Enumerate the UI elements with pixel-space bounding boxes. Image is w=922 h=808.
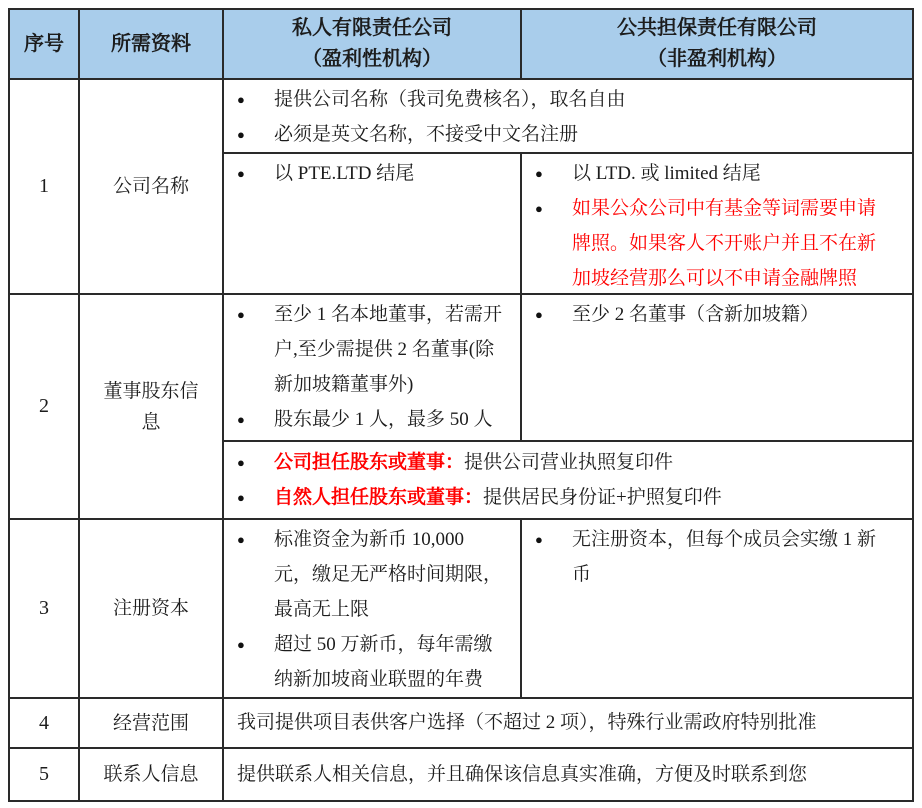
header-materials: 所需资料	[80, 10, 224, 78]
bullet-icon: ●	[237, 455, 245, 470]
list-item	[522, 522, 912, 592]
row1-seq: 1	[10, 80, 80, 293]
list-item	[224, 156, 520, 191]
list-item	[224, 82, 912, 117]
table-row-company-name	[10, 80, 912, 295]
list-item	[224, 297, 520, 402]
list-item-text: 无注册资本，但每个成员会实缴 1 新币	[572, 529, 877, 585]
list-item	[224, 445, 912, 480]
row3-public-cell	[522, 520, 912, 697]
bullet-icon: ●	[535, 532, 543, 547]
red-label-detail: 提供公司营业执照复印件	[464, 452, 674, 473]
bullet-icon: ●	[237, 127, 245, 142]
row1-private-cell	[224, 154, 522, 296]
bullet-icon: ●	[237, 166, 245, 181]
bullet-icon: ●	[237, 412, 245, 427]
row5-seq: 5	[10, 749, 80, 800]
row2-content	[224, 295, 912, 518]
row1-content	[224, 80, 912, 293]
list-item	[224, 522, 520, 627]
row3-private-cell	[224, 520, 522, 697]
list-item	[522, 297, 912, 332]
table-row-registered-capital	[10, 520, 912, 699]
row5-label: 联系人信息	[80, 749, 224, 800]
bullet-icon: ●	[237, 92, 245, 107]
list-item-text: 必须是英文名称，不接受中文名注册	[274, 124, 579, 145]
row4-seq: 4	[10, 699, 80, 747]
list-item	[522, 191, 912, 296]
header-public-line1: 公共担保责任有限公司	[617, 17, 817, 39]
bullet-icon: ●	[535, 307, 543, 322]
red-label: 公司担任股东或董事：	[274, 452, 465, 473]
list-item	[224, 627, 520, 697]
list-item-text: 以 PTE.LTD 结尾	[274, 163, 415, 184]
row2-private-cell	[224, 295, 522, 440]
bullet-icon: ●	[237, 637, 245, 652]
header-private-company	[224, 10, 522, 78]
header-private-line1: 私人有限责任公司	[292, 17, 452, 39]
row2-label: 董事股东信息	[80, 295, 224, 518]
row2-public-cell	[522, 295, 912, 440]
list-item-text: 至少 1 名本地董事，若需开户,至少需提供 2 名董事(除新加坡籍董事外)	[274, 304, 503, 395]
company-comparison-table	[8, 8, 914, 802]
table-row-directors-shareholders	[10, 295, 912, 520]
row1-split-subrow	[224, 154, 912, 296]
list-item	[224, 480, 912, 515]
list-item	[224, 117, 912, 152]
row5-text: 提供联系人相关信息，并且确保该信息真实准确，方便及时联系到您	[237, 763, 808, 785]
row1-shared-cell	[224, 80, 912, 152]
header-public-line2: （非盈利机构）	[647, 48, 787, 70]
red-label-detail: 提供居民身份证+护照复印件	[483, 487, 722, 508]
list-item-text: 以 LTD. 或 limited 结尾	[572, 163, 761, 184]
row3-split-subrow	[224, 520, 912, 697]
row1-public-cell	[522, 154, 912, 296]
table-row-contact-info	[10, 749, 912, 800]
row4-text: 我司提供项目表供客户选择（不超过 2 项），特殊行业需政府特别批准	[237, 712, 817, 733]
list-item-text: 股东最少 1 人，最多 50 人	[274, 409, 493, 430]
list-item-text: 超过 50 万新币，每年需缴纳新加坡商业联盟的年费	[274, 634, 493, 690]
red-label: 自然人担任股东或董事：	[274, 487, 484, 508]
list-item	[224, 402, 520, 437]
header-seq: 序号	[10, 10, 80, 78]
list-item-text: 提供公司名称（我司免费核名），取名自由	[274, 89, 626, 110]
row4-merged-cell	[224, 699, 912, 747]
header-public-company	[522, 10, 912, 78]
row5-merged-cell	[224, 749, 912, 800]
row1-label: 公司名称	[80, 80, 224, 293]
row2-shared-subrow	[224, 442, 912, 518]
bullet-icon: ●	[237, 532, 245, 547]
row3-label: 注册资本	[80, 520, 224, 697]
row2-seq: 2	[10, 295, 80, 518]
list-item-text	[274, 480, 912, 515]
list-item	[522, 156, 912, 191]
table-header-row	[10, 10, 912, 80]
bullet-icon: ●	[237, 490, 245, 505]
list-item-text: 至少 2 名董事（含新加坡籍）	[572, 304, 820, 325]
bullet-icon: ●	[237, 307, 245, 322]
row2-shared-cell	[224, 442, 912, 518]
bullet-icon: ●	[535, 201, 543, 216]
list-item-text-red: 如果公众公司中有基金等词需要申请牌照。如果客人不开账户并且不在新加坡经营那么可以不申请金融牌照	[572, 198, 877, 289]
row3-seq: 3	[10, 520, 80, 697]
header-private-line2: （盈利性机构）	[302, 48, 442, 70]
list-item-text	[274, 445, 912, 480]
row1-shared-subrow	[224, 80, 912, 154]
bullet-icon: ●	[535, 166, 543, 181]
list-item-text: 标准资金为新币 10,000 元，缴足无严格时间期限，最高无上限	[274, 529, 503, 620]
row4-label: 经营范围	[80, 699, 224, 747]
row2-split-subrow	[224, 295, 912, 442]
row3-content	[224, 520, 912, 697]
table-row-business-scope	[10, 699, 912, 749]
